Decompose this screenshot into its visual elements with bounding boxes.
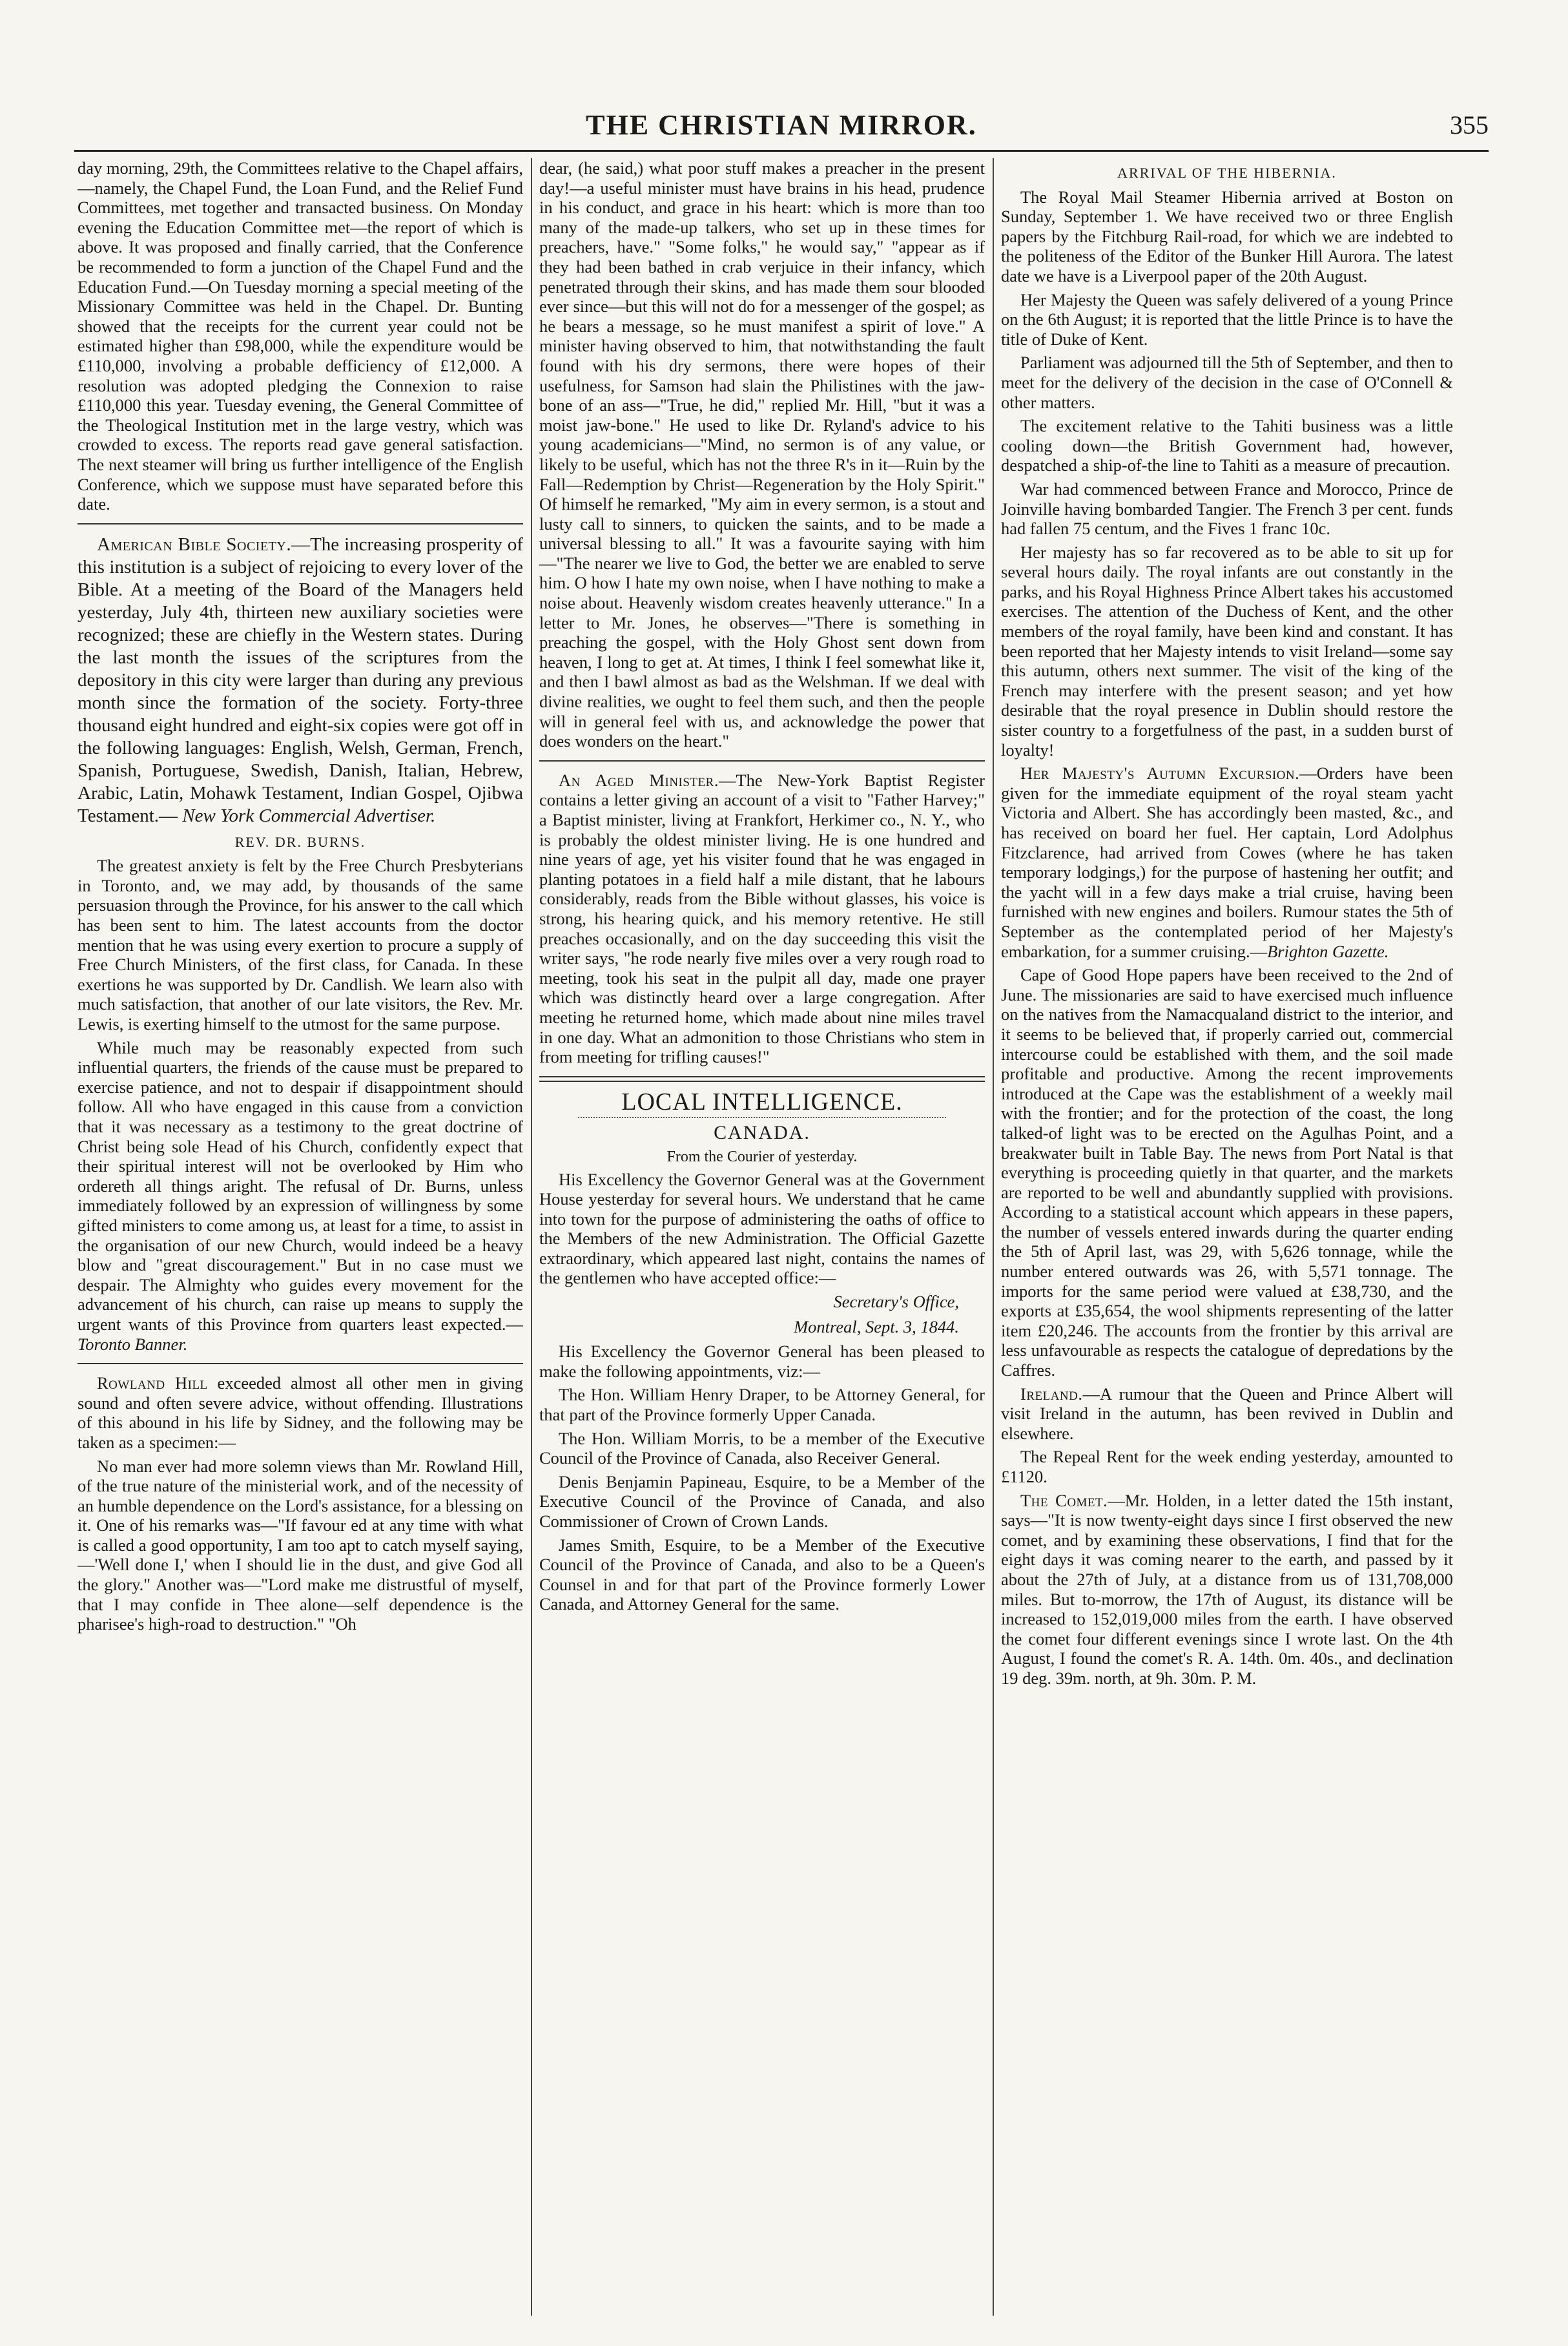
masthead-rule — [74, 150, 1489, 152]
column-1 — [77, 158, 523, 2316]
article-separator — [539, 760, 985, 762]
excursion-article — [1001, 763, 1453, 961]
cape-paragraph: Cape of Good Hope papers have been received to the 2nd of June. The missionaries are said to have exercised much influence on the natives from the Namacqualand district to the interior, and it seems to be believed that, if properly carried out, commercial intercourse could be established with them, and the soil made profitable and productive. Among the recent improvements introduced at the Cape was the establishment of a weekly mail with the frontier; and for the protection of the coast, the long talked-of light was to be erected on the Agulhas Point, and a breakwater built in Table Bay. The news from Port Natal is that everything is proceeding quietly in that quarter, and the markets are reported to be well and abundantly supplied with provisions. According to a statistical account which appears in these papers, the number of vessels entered inwards during the quarter ending the 5th of April last, was 29, with 5,626 tonnage, while the number entered outwards was 26, with 5,571 tonnage. The imports for the same period were valued at £38,730, and the exports at £35,654, the wool shipments representing of the latter item £20,246. The accounts from the frontier by this arrival are less unfavourable as respects the catalogue of depredations by the Caffres. — [1001, 965, 1453, 1380]
appointments-paragraph: His Excellency the Governor General has been pleased to make the following appointments, viz:— — [539, 1342, 985, 1381]
burns-source: Toronto Banner. — [77, 1334, 188, 1354]
hibernia-heading: ARRIVAL OF THE HIBERNIA. — [1117, 165, 1337, 181]
ireland-heading: Ireland. — [1020, 1384, 1083, 1404]
appointment-smith: James Smith, Esquire, to be a Member of the Executive Council of the Province of Canada, and also to be a Queen's Counsel in and for that part of the Province formerly Lower Canada, and Attorney General for the same. — [539, 1535, 985, 1614]
rowland-hill-paragraph: No man ever had more solemn views than Mr. Rowland Hill, of the true nature of the ministerial work, and of the necessity of an humble dependence on the Lord's assistance, for a blessing on it. One of his remarks was—"If favour ed at any time with what is called a good opportunity, I am too apt to catch myself saying,—'Well done I,' when I should lie in the dust, and give God all the glory." Another was—"Lord make me distrustful of myself, that I may confide in Thee alone—self dependence is the pharisee's high-road to destruction." "Oh — [77, 1456, 523, 1634]
burns-heading: REV. DR. BURNS. — [234, 833, 366, 850]
article-separator — [77, 523, 523, 524]
aged-minister-text: —The New-York Baptist Register contains a letter giving an account of a visit to "Father Harvey;" a Baptist minister, living at Frankfort, Herkimer co., N. Y., who is probably the oldest minister living. He is one hundred and nine years of age, yet his visiter found that he was engaged in planting potatoes in a field half a mile distant, that he labours considerably, reads from the Bible without glasses, his voice is strong, his hearing quick, and his memory retentive. He still preaches occasionally, and on the day succeeding this visit the writer says, "he rode nearly five miles over a very rough road to meeting, took his seat in the pulpit all day, made one prayer which was distinctly heard over a large congregation. After meeting he returned home, which made about nine miles travel in one day. What an admonition to those Christians who stem in from meeting for trifling causes!" — [539, 770, 985, 1067]
excursion-source: Brighton Gazette. — [1267, 941, 1389, 961]
rowland-hill-heading: Rowland Hill — [97, 1373, 208, 1393]
column-divider-2 — [993, 158, 994, 2316]
excursion-text: —Orders have been given for the immediate equipment of the royal steam yacht Victoria and Albert. She has accordingly been masted, &c., and has received on board her fuel. Her captain, Lord Adolphus Fitzclarence, had arrived from Cowes (where he has taken temporary lodgings,) for the purpose of hastening her outfit; and the yacht will in a few days make a trial cruise, having been furnished with new engines and boilers. Rumour states the 5th of September as the contemplated period of her Majesty's embarkation, for a summer cruising.— — [1001, 763, 1453, 961]
ireland-article — [1001, 1384, 1453, 1444]
comet-text: —Mr. Holden, in a letter dated the 15th instant, says—"It is now twenty-eight days since I first observed the new comet, and by examining these observations, I find that for the eight days it was coming nearer to the earth, and passed by it about the 27th of July, at a distance from us of 131,708,000 miles. But to-morrow, the 17th of August, its distance will be increased to 152,019,000 miles from the earth. I have observed the comet four different evenings since I wrote last. On the 4th August, I found the comet's R. A. 14th. 0m. 40s., and declination 19 deg. 39m. north, at 9h. 30m. P. M. — [1001, 1490, 1453, 1688]
burns-paragraph-1: The greatest anxiety is felt by the Free Church Presbyterians in Toronto, and, we may add, by thousands of the same persuasion through the Province, for his answer to the call which has been sent to him. The latest accounts from the doctor mention that he was using every exertion to procure a supply of Free Church Ministers, of the first class, for Canada. In these exertions he was supported by Dr. Candlish. We learn also with much satisfaction, that another of our late visitors, the Rev. Mr. Lewis, is exerting himself to the utmost for the same purpose. — [77, 856, 523, 1034]
bible-society-article — [77, 534, 523, 827]
column-3 — [1001, 158, 1453, 2316]
bible-society-text: —The increasing prosperity of this institution is a subject of rejoicing to every lover of the Bible. At a meeting of the Board of the Managers held yesterday, July 4th, thirteen new auxiliary societies were recognized; these are chiefly in the Western states. During the last month the issues of the scriptures from the depository in this city were larger than during any previous month since the formation of the society. Forty-three thousand eight hundred and eight-six copies were got off in the following languages: English, Welsh, German, French, Spanish, Portuguese, Swedish, Danish, Italian, Hebrew, Arabic, Latin, Mohawk Testament, Indian Gospel, Ojibwa Testament.— — [77, 534, 523, 826]
column-divider-1 — [531, 158, 532, 2316]
excursion-heading: Her Majesty's Autumn Excursion. — [1020, 763, 1300, 784]
article-separator — [77, 1363, 523, 1364]
rowland-hill-intro-text: exceeded almost all other men in giving sound and often severe advice, without offending. Illustrations of this abound in his life by Sidney, and the following may be taken as a specimen:— — [77, 1373, 523, 1452]
aged-minister-heading: An Aged Minister. — [559, 770, 719, 790]
comet-heading: The Comet. — [1020, 1490, 1108, 1510]
masthead — [74, 103, 1489, 149]
comet-article — [1001, 1491, 1453, 1688]
appointment-morris: The Hon. William Morris, to be a member of the Executive Council of the Province of Canada, also Receiver General. — [539, 1428, 985, 1468]
bible-society-source: New York Commercial Advertiser. — [182, 805, 436, 826]
aged-minister-article — [539, 771, 985, 1067]
tahiti-paragraph: The excitement relative to the Tahiti business was a little cooling down—the British Government had, however, despatched a ship-of-the line to Tahiti as a measure of precaution. — [1001, 416, 1453, 475]
column-2 — [539, 158, 985, 2316]
bible-society-heading: American Bible Society. — [97, 534, 292, 555]
secretary-date: Montreal, Sept. 3, 1844. — [794, 1316, 959, 1336]
local-intelligence-heading: LOCAL INTELLIGENCE. — [621, 1088, 903, 1116]
burns-paragraph-2-text: While much may be reasonably expected from such influential quarters, the friends of the cause must be prepared to exercise patience, and not to despair if disappointment should follow. All who have engaged in this cause from a conviction that it was necessary as a testimony to the great doctrine of Christ being sole Head of his Church, confidently expect that their spiritual interest will not be overlooked by Him who ordereth all things aright. The refusal of Dr. Burns, unless immediately followed by an expression of willingness by some gifted ministers to come among us, at least for a time, to assist in the organisation of our new Church, would indeed be a heavy blow and "great discouragement." But in no case must we despair. The Almighty who guides every movement for the advancement of his church, can raise up means to supply the urgent wants of this Province from quarters least expected.— — [77, 1037, 523, 1334]
queen-paragraph: Her Majesty the Queen was safely delivered of a young Prince on the 6th August; it is reported that the little Prince is to have the title of Duke of Kent. — [1001, 289, 1453, 349]
conference-article: day morning, 29th, the Committees relative to the Chapel affairs,—namely, the Chapel Fund, the Loan Fund, and the Relief Fund Committees, met together and transacted business. On Monday evening the Education Committee met—the report of which is above. It was proposed and finally carried, that the Conference be recommended to form a junction of the Chapel Fund and the Education Fund.—On Tuesday morning a special meeting of the Missionary Committee was held in the Chapel. Dr. Bunting showed that the receipts for the current year could not be estimated higher than £98,000, while the expenditure would be £110,000, involving a probable defficiency of £12,000. A resolution was adopted pledging the Connexion to raise £110,000 this year. Tuesday evening, the General Committee of the Theological Institution met in the large vestry, which was crowded to excess. The reports read gave general satisfaction. The next steamer will bring us further intelligence of the English Conference, which we suppose must have separated before this date. — [77, 158, 523, 514]
governor-paragraph: His Excellency the Governor General was at the Government House yesterday for several hours. We understand that he came into town for the purpose of administering the oaths of office to the Members of the new Administration. The Official Gazette extraordinary, which appeared last night, contains the names of the gentlemen who have accepted office:— — [539, 1169, 985, 1288]
appointment-papineau: Denis Benjamin Papineau, Esquire, to be a Member of the Executive Council of the Province of Canada, and also Commissioner of Crown of Crown Lands. — [539, 1471, 985, 1531]
ireland-text: —A rumour that the Queen and Prince Albert will visit Ireland in the autumn, has been revived in Dublin and elsewhere. — [1001, 1384, 1453, 1443]
repeal-paragraph: The Repeal Rent for the week ending yesterday, amounted to £1120. — [1001, 1447, 1453, 1486]
war-paragraph: War had commenced between France and Morocco, Prince de Joinville having bombarded Tangier. The French 3 per cent. funds had fallen 75 centum, and the Fives 1 franc 10c. — [1001, 479, 1453, 539]
majesty-paragraph: Her majesty has so far recovered as to be able to sit up for several hours daily. The royal infants are out constantly in the parks, and his Royal Highness Prince Albert takes his accustomed exercises. The attention of the Duchess of Kent, and the other members of the royal family, have been kind and constant. It has been reported that her Majesty intends to visit Ireland—some say this autumn, others next summer. The visit of the king of the French may interfere with the present season; and yet how desirable that the royal presence in Dublin should restore the sister country to a forgetfulness of the past, in a sudden burst of loyalty! — [1001, 542, 1453, 760]
courier-note: From the Courier of yesterday. — [666, 1148, 858, 1165]
burns-paragraph-2 — [77, 1038, 523, 1355]
canada-heading: CANADA. — [714, 1122, 810, 1144]
section-separator — [539, 1076, 985, 1082]
rowland-hill-continued: dear, (he said,) what poor stuff makes a preacher in the present day!—a useful minister must have brains in his head, prudence in his conduct, and grace in his heart: which is more than too many of the made-up talkers, who set up in these times for preachers, have." "Some folks," he would say," "appear as if they had been bathed in crab verjuice in their infancy, which penetrated through their skins, and has made them sour blooded ever since—but this will not do for a messenger of the gospel; as he bears a message, so he must manifest a spirit of love." A minister having observed to him, that notwithstanding the fault found with his dry sermons, there were hopes of their usefulness, for Samson had slain the Philistines with the jaw-bone of an ass—"True, he did," replied Mr. Hill, "but it was a moist jaw-bone." He used to like Dr. Ryland's advice to his young academicians—"Mind, no sermon is of any value, or likely to be useful, which has not the three R's in it—Ruin by the Fall—Redemption by Christ—Regeneration by the Holy Spirit." Of himself he remarked, "My aim in every sermon, is a stout and lusty call to sinners, to quicken the saints, and to be made a universal blessing to all." It was a favourite saying with him—"The nearer we live to God, the better we are enabled to serve him. O how I hate my own noise, when I have nothing to make a noise about. Heavenly wisdom creates heavenly utterance." In a letter to Mr. Jones, he observes—"There is something in preaching the gospel, with the Holy Ghost sent down from heaven, I long to get at. At times, I think I feel somewhat like it, and then I bawl almost as bad as the Welshman. If we deal with divine realities, we ought to feel them such, and then the people will in general feel with us, and acknowledge the power that does wonders on the heart." — [539, 158, 985, 751]
parliament-paragraph: Parliament was adjourned till the 5th of September, and then to meet for the delivery of the decision in the case of O'Connell & other matters. — [1001, 353, 1453, 412]
rowland-hill-intro — [77, 1373, 523, 1452]
dotted-rule — [578, 1117, 946, 1118]
page-number: 355 — [1450, 110, 1489, 140]
newspaper-title: THE CHRISTIAN MIRROR. — [586, 109, 977, 141]
secretary-office: Secretary's Office, — [833, 1292, 959, 1312]
appointment-draper: The Hon. William Henry Draper, to be Attorney General, for that part of the Province formerly Upper Canada. — [539, 1385, 985, 1425]
hibernia-paragraph: The Royal Mail Steamer Hibernia arrived at Boston on Sunday, September 1. We have received two or three English papers by the Fitchburg Rail-road, for which we are indebted to the politeness of the Editor of the Bunker Hill Aurora. The latest date we have is a Liverpool paper of the 20th August. — [1001, 187, 1453, 285]
